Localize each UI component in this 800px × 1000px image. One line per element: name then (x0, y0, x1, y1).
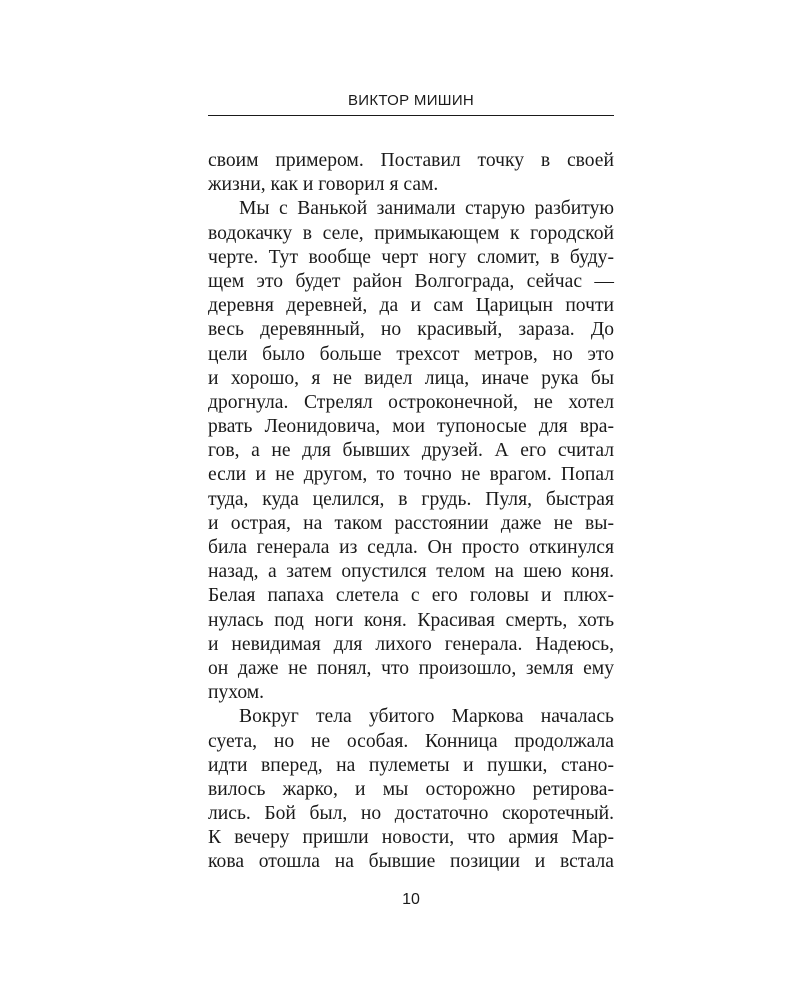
body-text (208, 149, 614, 875)
text-line: рвать Леонидовича, мои тупоносые для вра- (208, 416, 614, 438)
text-line: нулась под ноги коня. Красивая смерть, хоть (208, 609, 614, 631)
text-line: кова отошла на бывшие позиции и встала (208, 851, 614, 873)
running-header-title: ВИКТОР МИШИН (347, 92, 475, 109)
text-line: суета, но не особая. Конница продолжала (208, 730, 614, 752)
text-line: цели было больше трехсот метров, но это (208, 343, 614, 365)
text-line: жизни, как и говорил я сам. (208, 174, 439, 196)
text-line: туда, куда целился, в грудь. Пуля, быстрая (208, 488, 614, 510)
paragraph (208, 149, 614, 197)
text-line: назад, а затем опустился телом на шею коня. (208, 561, 614, 583)
text-line: Белая папаха слетела с его головы и плюх- (208, 585, 614, 607)
text-line: он даже не понял, что произошло, земля ему (208, 657, 614, 679)
text-line: своим примером. Поставил точку в своей (208, 150, 614, 171)
page-number: 10 (402, 891, 420, 908)
paragraph (208, 197, 614, 705)
text-line: пухом. (208, 682, 265, 704)
text-line: Вокруг тела убитого Маркова началась (239, 706, 614, 728)
text-line: черте. Тут вообще черт ногу сломит, в буду- (208, 246, 614, 268)
text-line: весь деревянный, но красивый, зараза. До (208, 319, 614, 341)
text-line: деревня деревней, да и сам Царицын почти (208, 295, 614, 317)
text-line: вилось жарко, и мы осторожно ретирова- (208, 778, 614, 800)
text-line: водокачку в селе, примыкающем к городской (208, 222, 614, 244)
header-rule (208, 115, 614, 116)
text-line: дрогнула. Стрелял остроконечной, не хотел (208, 391, 614, 413)
text-line: щем это будет район Волгограда, сейчас — (208, 270, 614, 292)
text-line: идти вперед, на пулеметы и пушки, стано- (208, 754, 614, 776)
text-line: и невидимая для лихого генерала. Надеюсь, (208, 633, 614, 655)
text-line: К вечеру пришли новости, что армия Мар- (208, 827, 614, 849)
text-line: Мы с Ванькой занимали старую разбитую (239, 198, 614, 220)
text-line: и острая, на таком расстоянии даже не вы- (208, 512, 614, 534)
text-line: и хорошо, я не видел лица, иначе рука бы (208, 367, 614, 389)
text-line: била генерала из седла. Он просто откинулся (208, 537, 614, 558)
paragraph (208, 705, 614, 874)
text-line: гов, а не для бывших друзей. А его считал (208, 440, 614, 462)
text-line: если и не другом, то точно не врагом. Попал (208, 464, 614, 486)
text-line: лись. Бой был, но достаточно скоротечный. (208, 803, 614, 825)
